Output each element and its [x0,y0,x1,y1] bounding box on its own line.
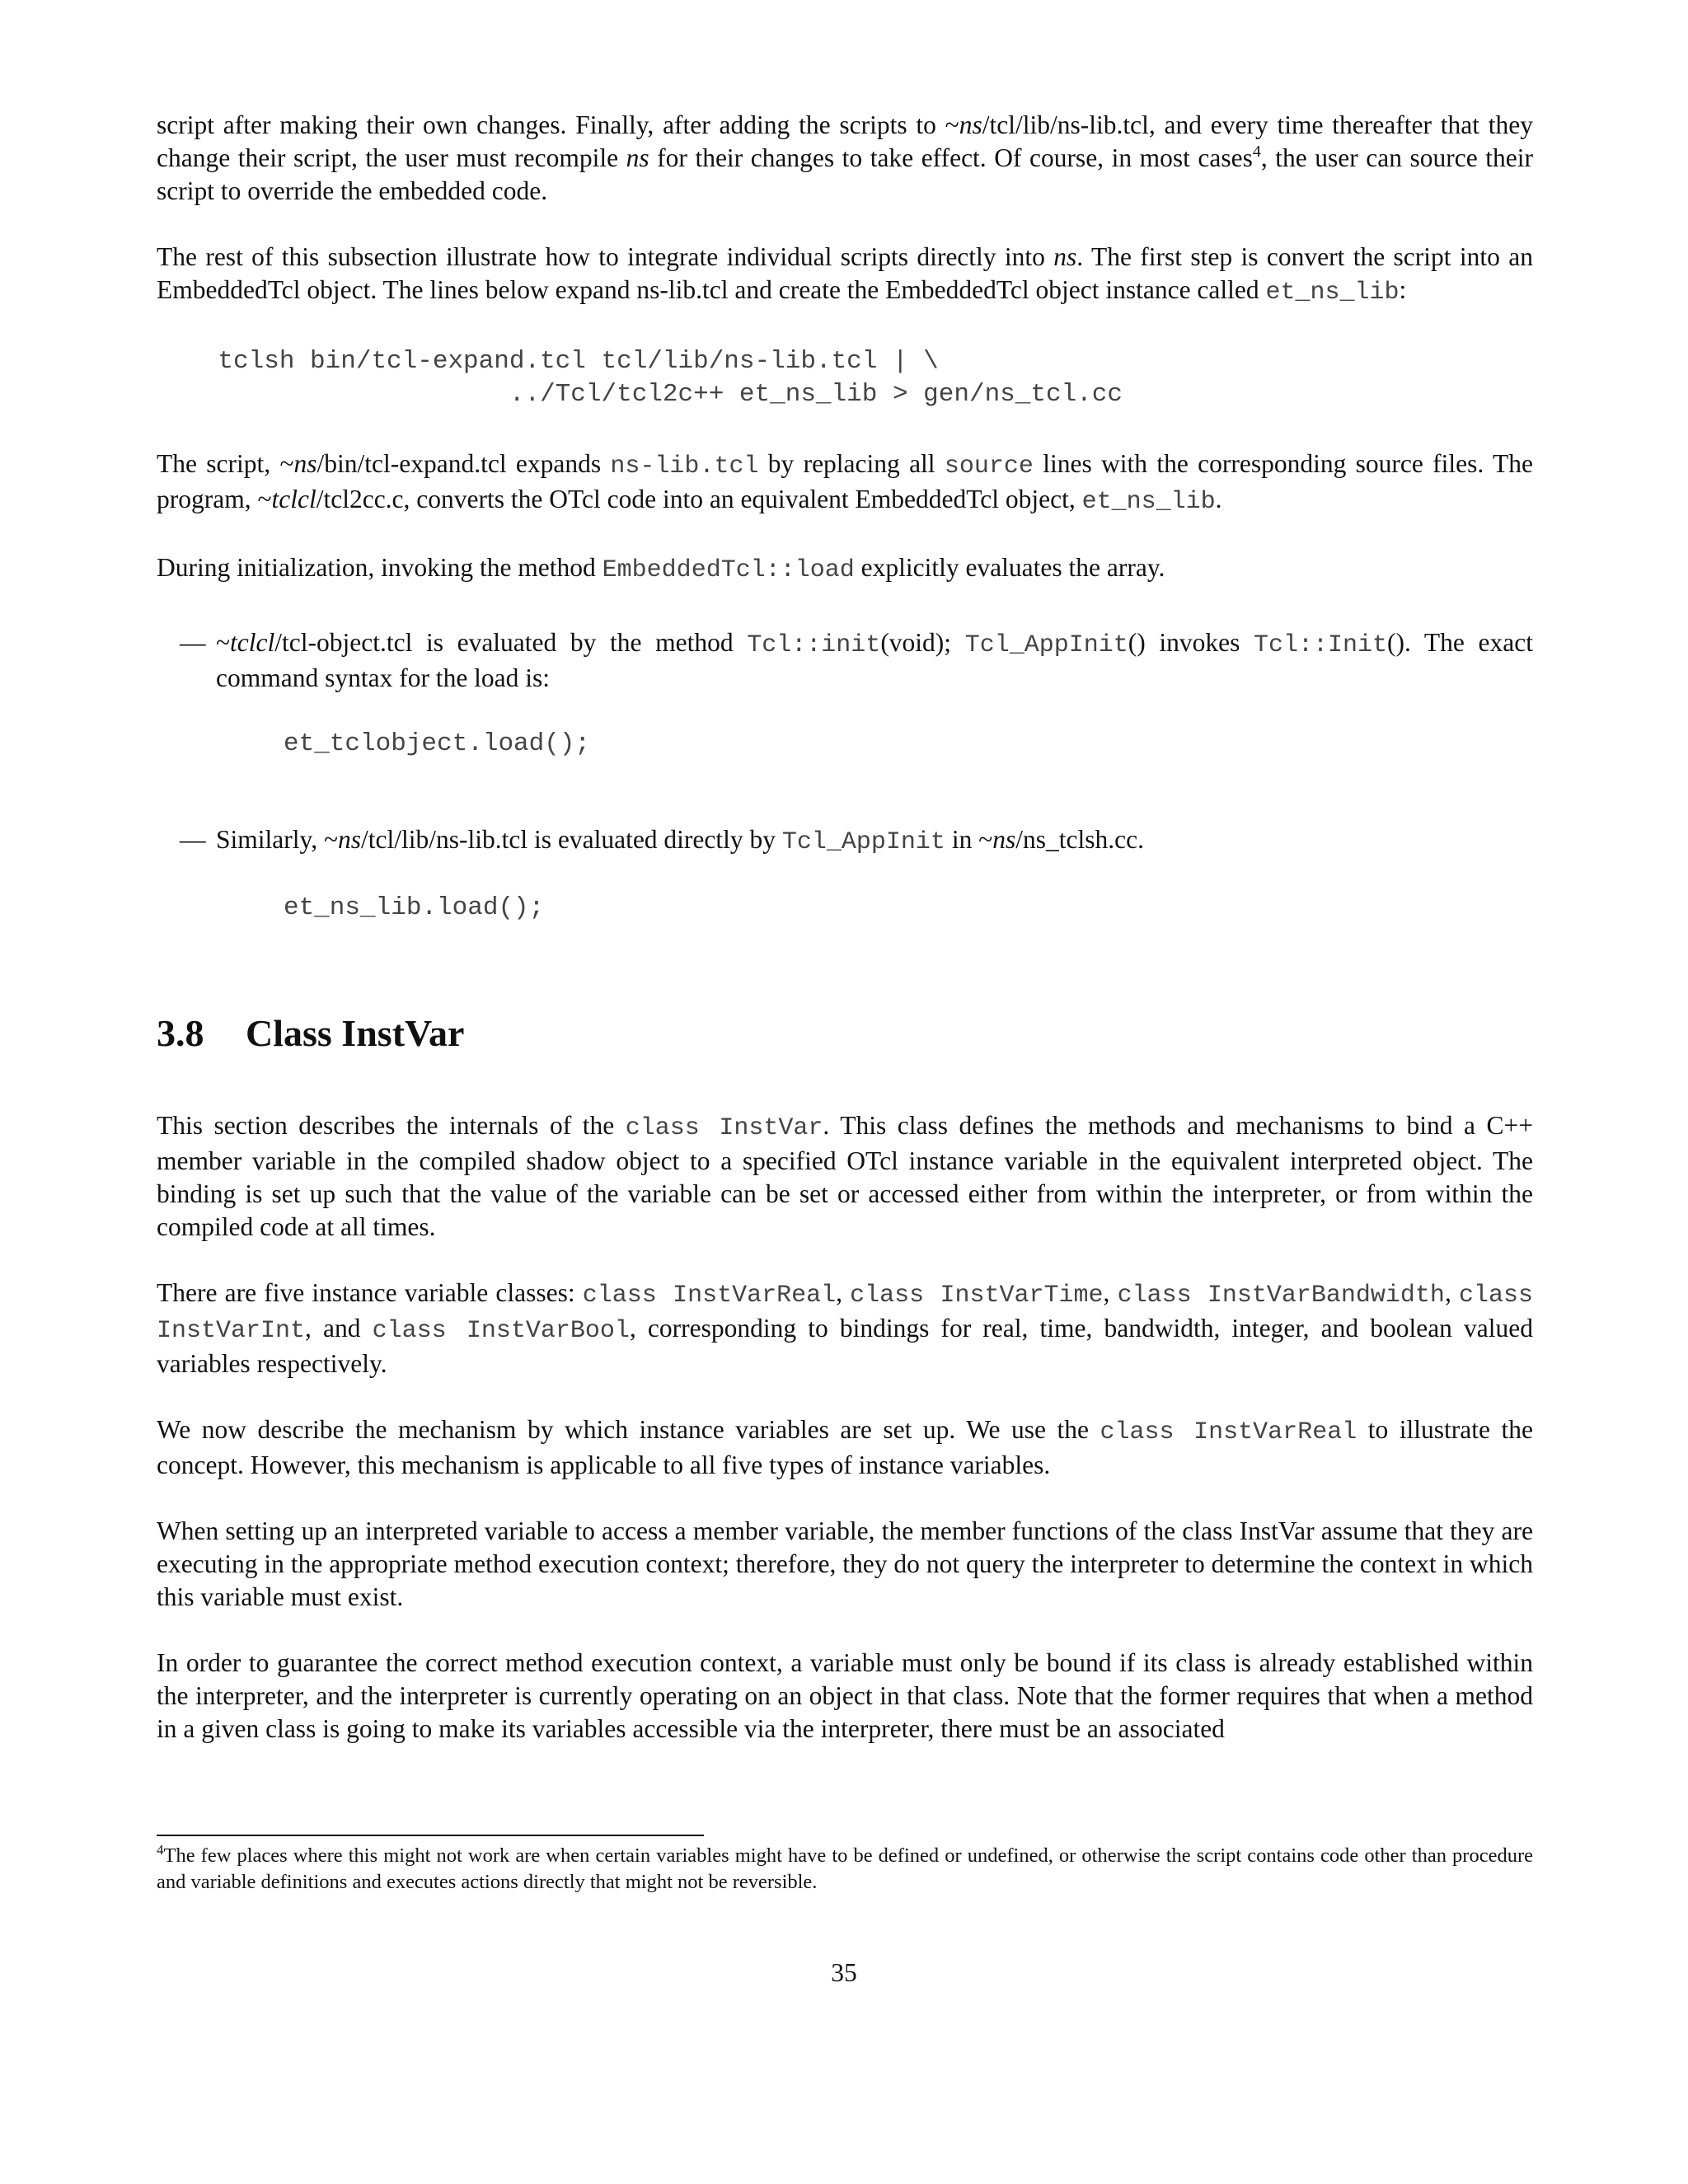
dash-bullet: — [180,628,206,657]
paragraph-instvar-intro: This section describes the internals of the class InstVar. This class defines the methods and mechanisms to bind a C++ member variable in the compiled shadow object to a specified OTcl instance variable in the equivalent interpreted object. The binding is set up such that the value of the variable can be set or accessed either from within the interpreter, or from within the compiled code at all times. [157,1111,1533,1241]
paragraph-mechanism: We now describe the mechanism by which instance variables are set up. We use the class InstVarReal to illustrate the concept. However, this mechanism is applicable to all five types of instance variables. [157,1415,1533,1479]
list-item-text: ~tclcl/tcl-object.tcl is evaluated by the method Tcl::init(void); Tcl_AppInit() invokes Tcl::Init(). The exact command syntax for the load is: [216,628,1533,692]
paragraph-recompile: script after making their own changes. Finally, after adding the scripts to ~ns/tcl/lib/ns-lib.tcl, and every time thereafter that they change their script, the user must recompile ns for their changes to take effect. Of course, in most cases$^4$, the user can source their script to override the embedded code. [157,110,1534,205]
section-number: 3.8 [157,1012,204,1054]
code-line-ns-lib-load: et_ns_lib.load(); [284,893,545,922]
footnote-divider [157,1835,704,1836]
list-item-ns-lib [157,823,1533,925]
list-item-text: Similarly, ~ns/tcl/lib/ns-lib.tcl is evaluated directly by Tcl_AppInit in ~ns/ns_tclsh.cc. [216,825,1144,856]
list-item-tcl-object [157,626,1533,761]
code-line-tclobject-load: et_tclobject.load(); [284,729,591,758]
paragraph-instvar-classes: There are five instance variable classes: class InstVarReal, class InstVarTime, class InstVarBandwidth, class InstVarInt, and class InstVarBool, corresponding to bindings for real, time, bandwidth, integer, and boolean valued variables respectively. [157,1278,1534,1378]
paragraph-script-expand: The script, ~ns/bin/tcl-expand.tcl expands ns-lib.tcl by replacing all source lines with the corresponding source files. The program, ~tclcl/tcl2cc.c, converts the OTcl code into an equivalent EmbeddedTcl object, et_ns_lib. [157,449,1533,516]
footnote [157,1843,1533,1896]
paragraph-initialization: During initialization, invoking the method EmbeddedTcl::load explicitly evaluates the array. [157,553,1165,584]
footnote-text: The few places where this might not work are when certain variables might have to be defined or undefined, or otherwise the script contains code other than procedure and variable definitions and executes actions directly that might not be reversible. [157,1844,1533,1893]
section-heading [157,1010,1533,1057]
footnote-mark: 4 [157,1842,164,1858]
paragraph-integrate: The rest of this subsection illustrate how to integrate individual scripts directly into ns. The first step is convert the script into an EmbeddedTcl object. The lines below expand ns-lib.tcl and create the EmbeddedTcl object instance called et_ns_lib: [157,242,1533,307]
page-content [157,104,1533,1746]
page-number: 35 [831,1958,857,1987]
paragraph-execution-context: When setting up an interpreted variable to access a member variable, the member functions of the class InstVar assume that they are executing in the appropriate method execution context; therefore, they do not query the interpreter to determine the context in which this variable must exist. [157,1516,1533,1611]
footnote-ref[interactable]: 4 [1252,143,1261,161]
paragraph-guarantee-context: In order to guarantee the correct method execution context, a variable must only be bound if its class is already established within the interpreter, and the interpreter is currently operating on an object in that class. Note that the former requires that when a method in a given class is going to make its variables accessible via the interpreter, there must be an associated [157,1648,1533,1743]
section-title: Class InstVar [246,1012,465,1054]
code-block-tcl-expand: tclsh bin/tcl-expand.tcl tcl/lib/ns-lib.tcl | \ ../Tcl/tcl2c++ et_ns_lib > gen/ns_tcl.cc [218,347,1123,409]
dash-bullet: — [180,825,206,854]
